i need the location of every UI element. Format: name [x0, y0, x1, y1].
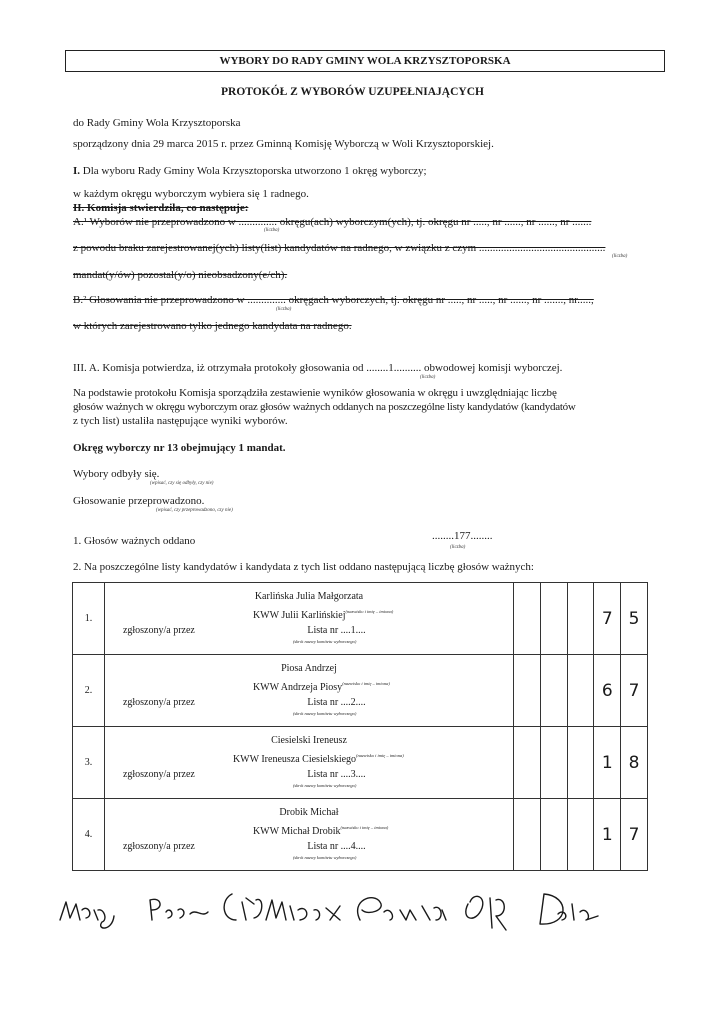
candidate-number: 1.	[73, 583, 105, 655]
results-table	[72, 582, 648, 871]
election-header-box	[65, 50, 665, 72]
submitted-label: zgłoszony/a przez	[122, 841, 195, 852]
prepared-line: sporządzony dnia 29 marca 2015 r. przez Gminną Komisję Wyborczą w Woli Krzysztoporskiej.	[73, 138, 494, 150]
section-3-para-1: Na podstawie protokołu Komisja sporządziła zestawienie wyników głosowania w okręgu i uwzględniając liczbę	[73, 387, 557, 399]
vote-digit: 7	[594, 583, 621, 655]
elections-note: (wpisać, czy się odbyły, czy nie)	[150, 481, 214, 486]
section-3-para-2: głosów ważnych w okręgu wyborczym oraz głosów ważnych oddanych na poszczególne listy kandydatów (kandydatów	[73, 401, 576, 413]
section-3-line-note: (liczba)	[420, 375, 436, 380]
candidate-submitted-line	[123, 769, 366, 780]
list-number: Lista nr ....1....	[307, 625, 366, 636]
vote-digit: 1	[594, 799, 621, 871]
section-2-a3: mandat(y/ów) pozostał(y/o) nieobsadzony(e/ch).	[73, 269, 288, 281]
list-number: Lista nr ....3....	[307, 769, 366, 780]
table-row	[73, 727, 648, 799]
protocol-title: PROTOKÓŁ Z WYBORÓW UZUPEŁNIAJĄCYCH	[221, 86, 484, 98]
vote-digit: 5	[621, 583, 648, 655]
district-heading: Okręg wyborczy nr 13 obejmujący 1 mandat.	[73, 442, 286, 454]
candidate-name: Ciesielski Ireneusz	[271, 735, 347, 746]
signature-2	[150, 899, 208, 920]
section-1-line-2: w każdym okręgu wyborczym wybiera się 1 radnego.	[73, 188, 309, 200]
valid-votes-label: 1. Głosów ważnych oddano	[73, 535, 196, 547]
candidate-name: Piosa Andrzej	[281, 663, 337, 674]
candidate-committee-line	[233, 753, 404, 765]
table-row	[73, 799, 648, 871]
candidate-committee: KWW Andrzeja Piosy	[252, 682, 343, 693]
section-1-text: Dla wyboru Rady Gminy Wola Krzysztoporska utworzono 1 okręg wyborczy;	[82, 165, 427, 177]
candidate-committee: KWW Julii Karlińskiej	[252, 610, 346, 621]
signature-3	[224, 894, 262, 920]
committee-note: (skrót nazwy komitetu wyborczego)	[292, 855, 357, 860]
candidate-committee: KWW Ireneusza Ciesielskiego	[232, 754, 357, 765]
section-2-heading: II. Komisja stwierdziła, co następuje:	[73, 202, 249, 214]
section-2-a2-note: (liczba)	[612, 254, 628, 259]
candidate-name: Drobik Michał	[279, 807, 339, 818]
signature-5	[358, 898, 446, 920]
committee-note: (skrót nazwy komitetu wyborczego)	[292, 783, 357, 788]
vote-digit: 8	[621, 727, 648, 799]
vote-digit: 7	[621, 799, 648, 871]
lists-votes-label: 2. Na poszczególne listy kandydatów i kandydata z tych list oddano następującą liczbę głosów ważnych:	[73, 561, 534, 573]
name-note: (nazwisko i imię – imiona)	[342, 681, 390, 686]
committee-note: (skrót nazwy komitetu wyborczego)	[292, 639, 357, 644]
voting-note: (wpisać, czy przeprowadzono, czy nie)	[156, 508, 233, 513]
candidate-number: 3.	[73, 727, 105, 799]
valid-votes-note: (liczba)	[450, 545, 466, 550]
voting-status: Głosowanie przeprowadzono.	[73, 495, 205, 507]
submitted-label: zgłoszony/a przez	[122, 625, 195, 636]
vote-cell	[567, 727, 594, 799]
vote-cell	[540, 799, 567, 871]
candidate-committee-line	[253, 825, 388, 837]
list-number: Lista nr ....4....	[307, 841, 366, 852]
name-note: (nazwisko i imię – imiona)	[356, 753, 404, 758]
candidate-committee-line	[253, 681, 390, 693]
elections-status: Wybory odbyły się.	[73, 468, 160, 480]
addressee: do Rady Gminy Wola Krzysztoporska	[73, 117, 241, 129]
candidate-committee-line	[253, 609, 393, 621]
candidate-cell	[104, 799, 513, 871]
candidate-committee: KWW Michał Drobik	[252, 826, 341, 837]
vote-cell	[567, 655, 594, 727]
vote-cell	[540, 655, 567, 727]
section-2-b1-note: (liczba)	[276, 307, 292, 312]
signature-1	[60, 902, 114, 928]
vote-digit: 1	[594, 727, 621, 799]
vote-cell	[514, 727, 541, 799]
signature-7	[540, 894, 598, 924]
vote-cell	[540, 727, 567, 799]
submitted-label: zgłoszony/a przez	[122, 697, 195, 708]
section-2-a1: A.¹ Wyborów nie przeprowadzono w .............. okręgu(ach) wyborczym(ych), tj. okręgu nr ....., nr ......, nr ......, nr .......	[73, 216, 592, 228]
valid-votes-value: ........177........	[432, 530, 493, 542]
section-2-a2: z powodu braku zarejestrowanej(ych) listy(list) kandydatów na radnego, w związku z czym ..............................................	[73, 242, 606, 254]
section-1-line-1	[73, 165, 427, 177]
section-3-line: III. A. Komisja potwierdza, iż otrzymała protokoły głosowania od ........1.......... obwodowej komisji wyborczej.	[73, 362, 563, 374]
candidate-cell	[104, 655, 513, 727]
vote-cell	[514, 799, 541, 871]
name-note: (nazwisko i imię – imiona)	[345, 609, 394, 614]
name-note: (nazwisko i imię – imiona)	[340, 825, 389, 830]
vote-cell	[514, 583, 541, 655]
vote-digit: 6	[594, 655, 621, 727]
list-number: Lista nr ....2....	[307, 697, 366, 708]
candidate-submitted-line	[123, 841, 366, 852]
election-header-title: WYBORY DO RADY GMINY WOLA KRZYSZTOPORSKA	[219, 55, 511, 67]
candidate-number: 4.	[73, 799, 105, 871]
vote-cell	[514, 655, 541, 727]
vote-cell	[540, 583, 567, 655]
vote-digit: 7	[621, 655, 648, 727]
section-2-b1: B.² Głosowania nie przeprowadzono w .............. okręgach wyborczych, tj. okręgu nr ....., nr ....., nr ......, nr ......., nr.....,	[73, 294, 594, 306]
vote-cell	[567, 583, 594, 655]
committee-note: (skrót nazwy komitetu wyborczego)	[292, 711, 357, 716]
signatures-row	[50, 880, 690, 940]
candidate-submitted-line	[123, 697, 366, 708]
table-row	[73, 583, 648, 655]
candidate-submitted-line	[123, 625, 366, 636]
section-2-a1-note: (liczba)	[264, 228, 280, 233]
section-2-b2: w których zarejestrowano tylko jednego kandydata na radnego.	[73, 320, 352, 332]
vote-cell	[567, 799, 594, 871]
table-row	[73, 655, 648, 727]
signature-6	[466, 896, 506, 930]
signature-4	[266, 900, 340, 920]
candidate-name: Karlińska Julia Małgorzata	[254, 591, 364, 602]
candidate-cell	[104, 583, 513, 655]
section-1-numeral: I.	[73, 165, 81, 177]
candidate-cell	[104, 727, 513, 799]
section-3-para-3: z tych list) ustaliła następujące wyniki wyborów.	[73, 415, 288, 427]
candidate-number: 2.	[73, 655, 105, 727]
submitted-label: zgłoszony/a przez	[122, 769, 195, 780]
